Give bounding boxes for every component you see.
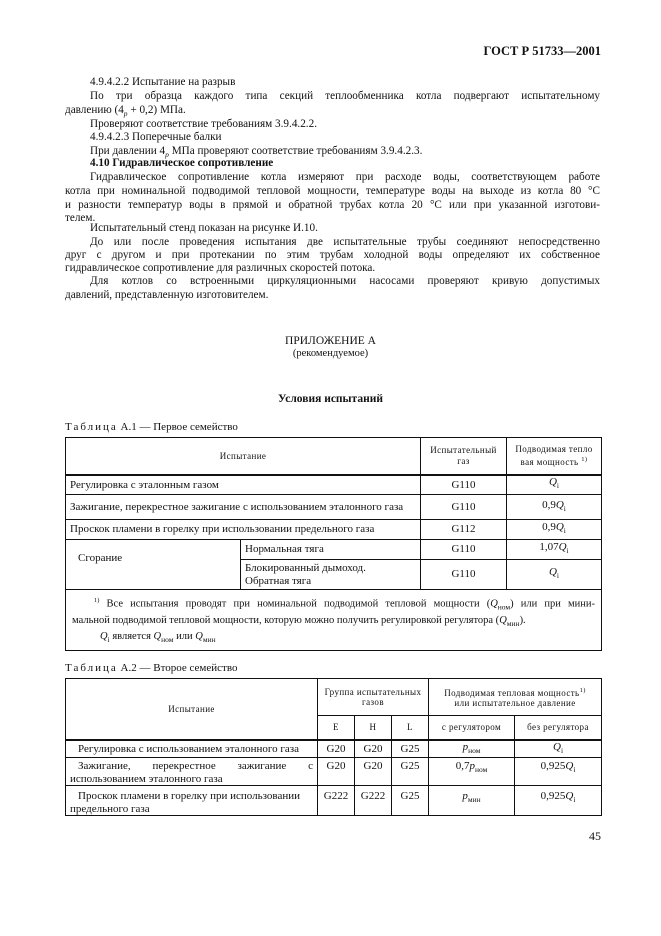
table2-header-h: H (355, 716, 392, 740)
section-4-9-4-2-3-text: При давлении $4_р$ МПа проверяют соответствие требованиям 3.9.4.2.3. (90, 145, 423, 160)
section-4-9-4-2-2-text-line1: По три образца каждого типа секций теплообменника котла подвергают испытательному (90, 90, 600, 102)
table2-row1-test: Регулировка с использованием эталонного газа (66, 740, 318, 758)
table2-header-test: Испытание (66, 679, 318, 740)
document-id: ГОСТ Р 51733—2001 (483, 44, 601, 58)
table2-row1-l: G25 (392, 740, 429, 758)
table1-header-power: Подводимая тепло вая мощность $^{1)}$ (507, 438, 602, 475)
table1-header-gas: Испытательный газ (421, 438, 507, 475)
appendix-heading: Условия испытаний (278, 393, 383, 405)
section-4-10-p2: Испытательный стенд показан на рисунке И.10. (90, 222, 318, 234)
table2-row1-h: G20 (355, 740, 392, 758)
table1-row3-gas: G112 (421, 520, 507, 540)
table1-row1-test: Регулировка с эталонным газом (66, 475, 421, 495)
table1-row4-test: Сгорание (66, 540, 241, 590)
section-4-10-p1-line2: котла при номинальной подводимой тепловой мощности, температуре воды на выходе из котла 80 °С (65, 185, 600, 197)
table-a1 (65, 437, 602, 651)
table1-row3-power: $0,9Q_i$ (507, 520, 602, 540)
appendix-subtitle: (рекомендуемое) (292, 348, 369, 359)
table2-header-e: E (318, 716, 355, 740)
table2-header-power: Подводимая тепловая мощность$^{1)}$ или испытательное давление (429, 679, 602, 716)
table-a2 (65, 678, 602, 816)
table2-row1-e: G20 (318, 740, 355, 758)
table2-row2-l: G25 (392, 758, 429, 786)
table1-row4b-condition: Блокированный дымоход. Обратная тяга (241, 560, 421, 590)
section-4-10-p3-line1: До или после проведения испытания две испытательные трубы соединяют непосредственно (90, 236, 600, 248)
section-4-9-4-2-2-check: Проверяют соответствие требованиям 3.9.4.2.2. (90, 118, 317, 130)
section-4-10-p4-line1: Для котлов со встроенными циркуляционными насосами проверяют кривую допустимых (90, 275, 600, 287)
table2-row2-with-regulator: $0,7p_{ном}$ (429, 758, 515, 786)
table1-row2-test: Зажигание, перекрестное зажигание с использованием эталонного газа (66, 495, 421, 520)
table2-header-without-regulator: без регулятора (515, 716, 602, 740)
table1-row4a-gas: G110 (421, 540, 507, 560)
section-4-10-p1-line3: и разности температур воды в прямой и обратной трубах котла 20 °С или при указанной изготови- (65, 199, 600, 211)
section-4-9-4-2-2-text-line2: давлению $(4_р + 0,2)$ МПа. (65, 104, 186, 119)
section-4-9-4-2-2-title: 4.9.4.2.2 Испытание на разрыв (90, 76, 236, 88)
table2-header-l: L (392, 716, 429, 740)
table1-row4a-condition: Нормальная тяга (241, 540, 421, 560)
section-4-9-4-2-3-title: 4.9.4.2.3 Поперечные балки (90, 131, 222, 143)
table1-row2-power: $0,9Q_i$ (507, 495, 602, 520)
table1-row4a-power: $1,07Q_i$ (507, 540, 602, 560)
section-4-10-p4-line2: давлений, представленную изготовителем. (65, 289, 269, 301)
table1-row1-gas: G110 (421, 475, 507, 495)
page-number: 45 (589, 829, 601, 843)
section-4-10-title: 4.10 Гидравлическое сопротивление (90, 157, 274, 169)
table1-row4b-power: $Q_i$ (507, 560, 602, 590)
table1-row1-power: $Q_i$ (507, 475, 602, 495)
table2-row2-e: G20 (318, 758, 355, 786)
section-4-10-p3-line2: друг с другом и при протекании по этим трубам холодной воды определяют их собственное (65, 249, 600, 261)
table1-row2-gas: G110 (421, 495, 507, 520)
section-4-10-p1-line4: телем. (65, 212, 96, 224)
table2-row2-h: G20 (355, 758, 392, 786)
table2-row3-l: G25 (392, 786, 429, 816)
table1-row3-test: Проскок пламени в горелку при использовании предельного газа (66, 520, 421, 540)
table1-row4b-gas: G110 (421, 560, 507, 590)
section-4-10-p3-line3: гидравлическое сопротивление для различных скоростей потока. (65, 262, 376, 274)
table2-row1-with-regulator: $p_{ном}$ (429, 740, 515, 758)
table2-row2-without-regulator: $0,925Q_i$ (515, 758, 602, 786)
table1-caption: Таблица А.1 — Первое семейство (65, 421, 238, 433)
table2-row3-without-regulator: $0,925Q_i$ (515, 786, 602, 816)
table2-row2-test: Зажигание, перекрестное зажигание с использованием эталонного газа (66, 758, 318, 786)
section-4-10-p1-line1: Гидравлическое сопротивление котла измеряют при расходе воды, соответствующем работе (90, 171, 600, 183)
table1-header-test: Испытание (66, 438, 421, 475)
table2-row3-e: G222 (318, 786, 355, 816)
table2-caption: Таблица А.2 — Второе семейство (65, 662, 238, 674)
table2-header-group: Группа испытательных газов (318, 679, 429, 716)
appendix-title: ПРИЛОЖЕНИЕ А (285, 335, 376, 347)
table1-footnote: $^{1)}$ Все испытания проводят при номинальной подводимой тепловой мощности $(Q_{ном})$ или при мини- мальной подводимой тепловой мощности, которую можно получить регулировкой регулятора $(Q_{мин})$. $Q_i$ является $Q_{ном}$ или $Q_{мин}$ (66, 590, 602, 651)
table2-row1-without-regulator: $Q_i$ (515, 740, 602, 758)
table2-row3-with-regulator: $p_{мин}$ (429, 786, 515, 816)
table2-row3-test: Проскок пламени в горелку при использовании предельного газа (66, 786, 318, 816)
table2-row3-h: G222 (355, 786, 392, 816)
table2-header-with-regulator: с регулятором (429, 716, 515, 740)
